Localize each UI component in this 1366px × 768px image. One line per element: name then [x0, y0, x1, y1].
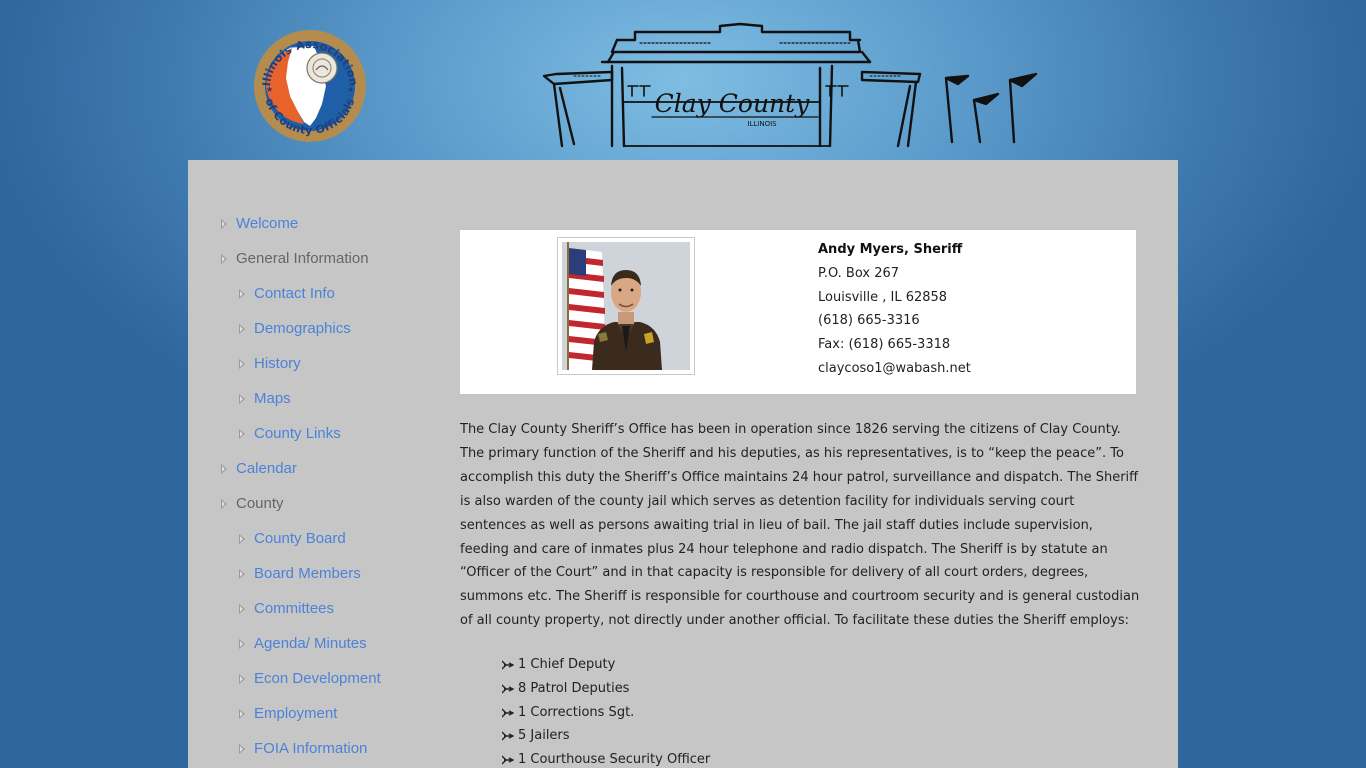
sheriff-address-line2: Louisville , IL 62858 — [818, 289, 948, 305]
illinois-association-seal-logo[interactable] — [252, 26, 368, 148]
triangle-bullet-icon — [239, 639, 245, 649]
nav-item-board-members[interactable] — [218, 556, 438, 591]
nav-item-label: County Links — [254, 425, 341, 442]
triangle-bullet-icon — [239, 709, 245, 719]
nav-item-welcome[interactable] — [218, 206, 438, 241]
list-item — [502, 677, 710, 701]
svg-text:★: ★ — [266, 85, 274, 94]
nav-item-foia-information[interactable] — [218, 731, 438, 766]
sheriff-name: Andy Myers, Sheriff — [818, 242, 963, 257]
nav-item-county-board[interactable] — [218, 521, 438, 556]
staff-item-text: 8 Patrol Deputies — [518, 680, 630, 696]
staff-list — [502, 653, 710, 768]
pointer-bullet-icon — [502, 731, 514, 741]
nav-item-label: Committees — [254, 600, 335, 617]
nav-item-label: Maps — [254, 390, 291, 407]
list-item — [502, 701, 710, 725]
sheriff-photo-frame — [557, 237, 695, 375]
sheriff-email: claycoso1@wabash.net — [818, 360, 971, 376]
pointer-bullet-icon — [502, 660, 514, 670]
seal-text-bottom: of County Officials — [262, 96, 358, 138]
staff-item-text: 5 Jailers — [518, 728, 570, 744]
triangle-bullet-icon — [221, 464, 227, 474]
nav-item-agenda-minutes[interactable] — [218, 626, 438, 661]
nav-item-maps[interactable] — [218, 381, 438, 416]
sheriff-phone: (618) 665-3316 — [818, 313, 920, 329]
sheriff-office-description: The Clay County Sheriff’s Office has been in operation since 1826 serving the citizens of Clay County. The primary function of the Sheriff and his deputies, as his representatives, is to “keep the peace”. To accomplish this duty the Sheriff’s Office maintains 24 hour patrol, surveillance and dispatch. The Sheriff is also warden of the county jail which serves as detention facility for individuals serving court sentences as well as persons awaiting trial in lieu of bail. The jail staff duties include supervision, feeding and care of inmates plus 24 hour telephone and radio dispatch. The Sheriff is by statute an “Officer of the Court” and in that capacity is responsible for delivery of all court orders, degrees, summons etc. The Sheriff is responsible for courthouse and courtroom security and is general custodian of all county property, not directly under another official. To facilitate these duties the Sheriff employs: — [460, 422, 1140, 629]
nav-item-label: Welcome — [236, 215, 299, 232]
banner-title: Clay County — [654, 89, 810, 118]
svg-text:★: ★ — [347, 85, 355, 94]
triangle-bullet-icon — [239, 359, 245, 369]
list-item — [502, 653, 710, 677]
list-item — [502, 748, 710, 768]
seal-text-top: Illinois Association — [260, 37, 361, 87]
content-panel — [188, 160, 1178, 768]
triangle-bullet-icon — [221, 499, 227, 509]
nav-item-county-links[interactable] — [218, 416, 438, 451]
nav-item-calendar[interactable] — [218, 451, 438, 486]
staff-item-text: 1 Chief Deputy — [518, 657, 616, 672]
site-header — [0, 0, 1366, 160]
list-item — [502, 724, 710, 748]
triangle-bullet-icon — [221, 254, 227, 264]
nav-item-general-information[interactable] — [218, 241, 438, 276]
nav-item-label: Contact Info — [254, 285, 335, 302]
nav-item-label: Agenda/ Minutes — [254, 635, 367, 652]
triangle-bullet-icon — [239, 534, 245, 544]
sheriff-contact-details — [818, 238, 971, 381]
triangle-bullet-icon — [239, 394, 245, 404]
clay-county-banner-logo[interactable] — [540, 18, 1045, 154]
nav-item-label: County Board — [254, 530, 346, 547]
nav-item-label: History — [254, 355, 301, 372]
staff-item-text: 1 Corrections Sgt. — [518, 704, 635, 720]
banner-subtitle: ILLINOIS — [747, 120, 777, 128]
nav-item-county[interactable] — [218, 486, 438, 521]
sheriff-address-line1: P.O. Box 267 — [818, 265, 900, 281]
triangle-bullet-icon — [221, 219, 227, 229]
nav-item-label: County — [236, 495, 284, 512]
pointer-bullet-icon — [502, 708, 514, 718]
triangle-bullet-icon — [239, 744, 245, 754]
nav-item-label: FOIA Information — [254, 740, 368, 757]
triangle-bullet-icon — [239, 674, 245, 684]
triangle-bullet-icon — [239, 429, 245, 439]
staff-item-text: 1 Courthouse Security Officer — [518, 752, 711, 768]
nav-item-label: Econ Development — [254, 670, 381, 687]
triangle-bullet-icon — [239, 324, 245, 334]
sheriff-photo — [562, 242, 690, 370]
nav-item-label: Demographics — [254, 320, 351, 337]
nav-item-econ-development[interactable] — [218, 661, 438, 696]
triangle-bullet-icon — [239, 289, 245, 299]
nav-item-committees[interactable] — [218, 591, 438, 626]
sidebar-nav — [218, 206, 438, 766]
triangle-bullet-icon — [239, 569, 245, 579]
pointer-bullet-icon — [502, 755, 514, 765]
nav-item-contact-info[interactable] — [218, 276, 438, 311]
sheriff-contact-card — [460, 230, 1136, 394]
nav-item-employment[interactable] — [218, 696, 438, 731]
nav-item-label: Calendar — [236, 460, 297, 477]
pointer-bullet-icon — [502, 684, 514, 694]
triangle-bullet-icon — [239, 604, 245, 614]
nav-item-label: Employment — [254, 705, 338, 722]
sheriff-fax: Fax: (618) 665-3318 — [818, 337, 951, 353]
nav-item-history[interactable] — [218, 346, 438, 381]
nav-item-label: Board Members — [254, 565, 361, 582]
nav-item-label: General Information — [236, 250, 369, 267]
nav-item-demographics[interactable] — [218, 311, 438, 346]
